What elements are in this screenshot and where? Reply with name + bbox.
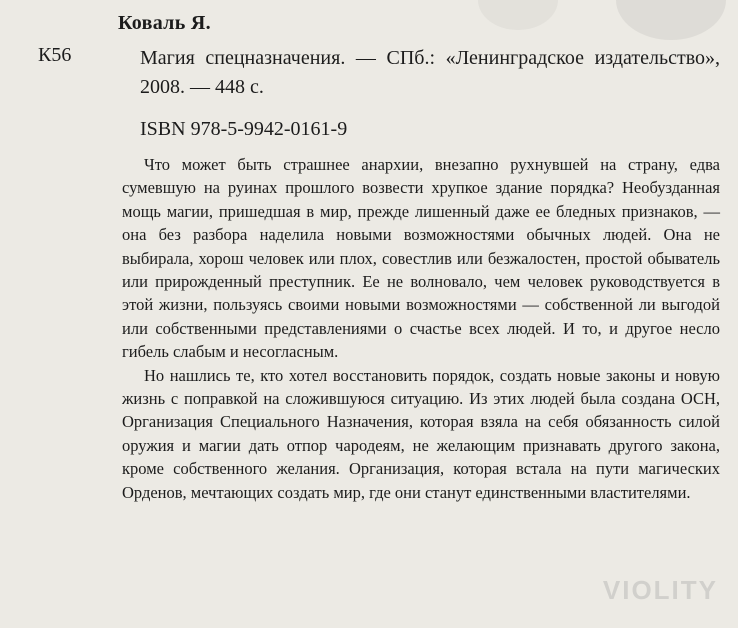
- annotation-paragraph: Что может быть страшнее анархии, внезапно рухнувшей на страну, едва сумевшую на руинах прошлого возвести хрупкое здание порядка? Необузданная мощь магии, пришедшая в мир, прежде лишенный даже ее бледных признаков, — она без разбора наделила новыми возможностями обычных людей. Она не выбирала, хорош человек или плох, совестлив или безжалостен, простой обыватель или прирожденный преступник. Ее не волновало, чем человек руководствуется в этой жизни, пользуясь своими новыми возможностями — собственной ли выгодой или собственными представлениями о счастье всех людей. И то, и другое несло гибель слабым и несогласным.: [122, 155, 720, 362]
- isbn: ISBN 978-5-9942-0161-9: [140, 118, 348, 140]
- bibliographic-entry: Магия спецназначения. — СПб.: «Ленинградское издательство», 2008. — 448 с.: [140, 47, 720, 98]
- annotation: [122, 153, 720, 504]
- call-number: К56: [38, 44, 72, 66]
- watermark: VIOLITY: [602, 575, 718, 605]
- stamp-mark: [616, 0, 726, 40]
- author-name: Коваль Я.: [118, 12, 211, 34]
- annotation-paragraph: Но нашлись те, кто хотел восстановить порядок, создать новые законы и новую жизнь с поправкой на сложившуюся ситуацию. Из этих людей была создана ОСН, Организация Специального Назначения, которая взяла на себя обязанность силой оружия и магии дать отпор чародеям, не желающим признавать другого закона, кроме собственного желания. Организация, которая встала на пути магических Орденов, мечтающих создать мир, где они станут единственными властителями.: [122, 365, 720, 502]
- stamp-mark: [478, 0, 558, 30]
